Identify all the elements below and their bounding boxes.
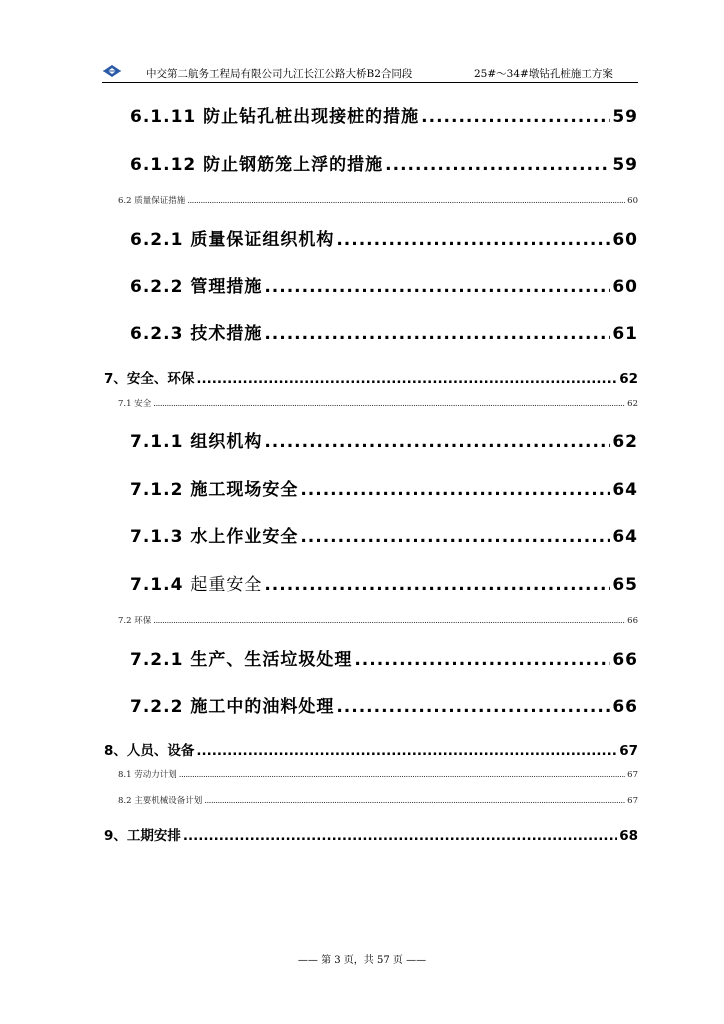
toc-entry-7-1-3[interactable]: 7.1.3 水上作业安全 ..... 64	[130, 522, 638, 547]
toc-entry-6-2[interactable]: 6.2 质量保证措施 ..... 60	[118, 194, 638, 206]
toc-entry-7-2[interactable]: 7.2 环保 ..... 66	[118, 614, 638, 626]
toc-entry-7-1[interactable]: 7.1 安全 ..... 62	[118, 397, 638, 409]
page-footer: —— 第 3 页，共 57 页 ——	[297, 955, 427, 966]
toc-entry-8[interactable]: 8、人员、设备 ..... 67	[104, 739, 638, 759]
toc-entry-8-2[interactable]: 8.2 主要机械设备计划 ..... 67	[118, 794, 638, 806]
header-document-title: 25#～34#墩钻孔桩施工方案	[474, 68, 613, 80]
toc-entry-6-2-1[interactable]: 6.2.1 质量保证组织机构 ..... 60	[130, 225, 638, 250]
toc-entry-7-2-2[interactable]: 7.2.2 施工中的油料处理 ..... 66	[130, 692, 638, 717]
toc-entry-6-2-3[interactable]: 6.2.3 技术措施 ..... 61	[130, 319, 638, 344]
toc-entry-8-1[interactable]: 8.1 劳动力计划 ..... 67	[118, 768, 638, 780]
toc-entry-9[interactable]: 9、工期安排 ..... 68	[104, 824, 638, 844]
toc-entry-7-2-1[interactable]: 7.2.1 生产、生活垃圾处理 ..... 66	[130, 645, 638, 670]
toc-entry-6-1-12[interactable]: 6.1.12 防止钢筋笼上浮的措施 ..... 59	[130, 150, 638, 175]
toc-entry-7[interactable]: 7、安全、环保 ..... 62	[104, 367, 638, 387]
toc-entry-6-1-11[interactable]: 6.1.11 防止钻孔桩出现接桩的措施 ..... 59	[130, 102, 638, 127]
toc-entry-7-1-2[interactable]: 7.1.2 施工现场安全 ..... 64	[130, 475, 638, 500]
toc-entry-7-1-1[interactable]: 7.1.1 组织机构 ..... 62	[130, 427, 638, 452]
toc-entry-6-2-2[interactable]: 6.2.2 管理措施 ..... 60	[130, 272, 638, 297]
header-company-name: 中交第二航务工程局有限公司九江长江公路大桥B2合同段	[146, 68, 413, 80]
toc-entry-7-1-4[interactable]: 7.1.4 起重安全 ..... 65	[130, 570, 638, 595]
